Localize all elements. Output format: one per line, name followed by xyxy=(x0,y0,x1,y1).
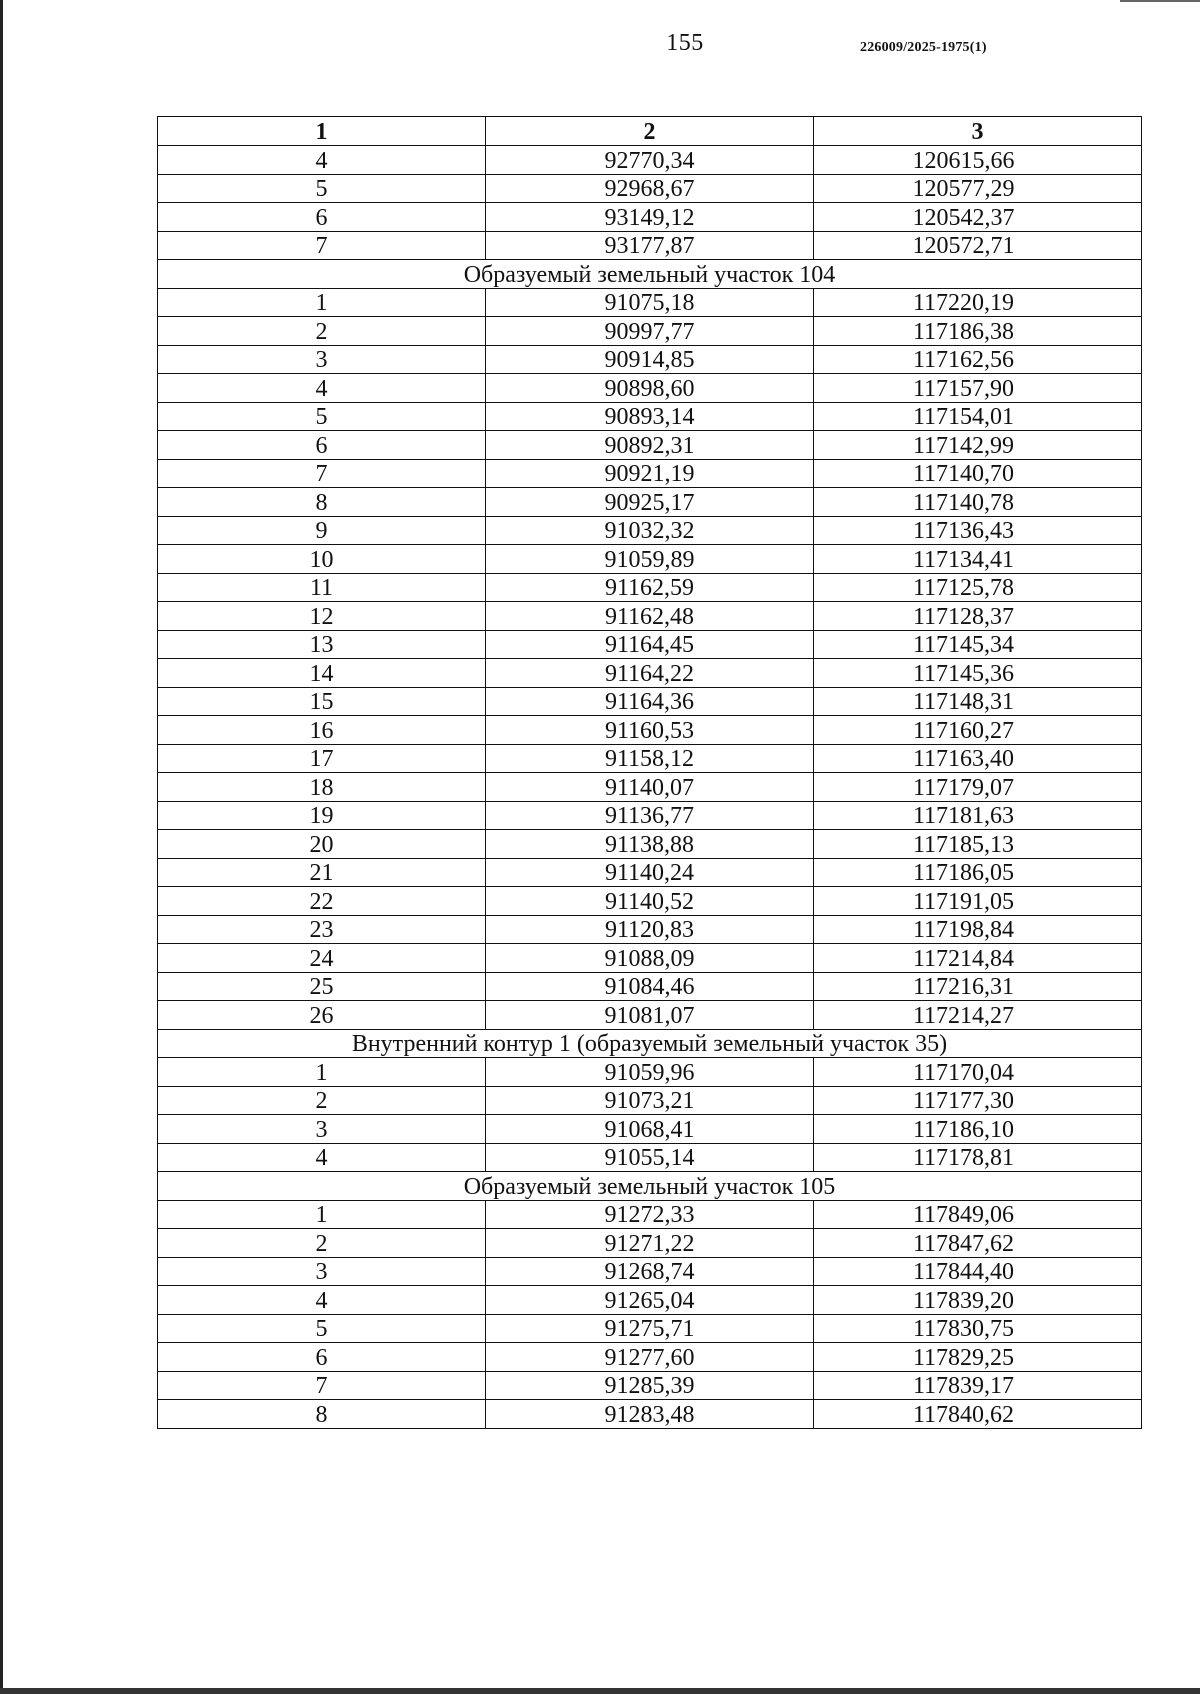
x-coordinate-cell: 91059,96 xyxy=(486,1058,814,1087)
point-number-cell: 9 xyxy=(158,516,486,545)
y-coordinate-cell: 120572,71 xyxy=(814,231,1142,260)
x-coordinate-cell: 91138,88 xyxy=(486,830,814,859)
x-coordinate-cell: 90997,77 xyxy=(486,317,814,346)
x-coordinate-cell: 91285,39 xyxy=(486,1371,814,1400)
y-coordinate-cell: 117839,17 xyxy=(814,1371,1142,1400)
y-coordinate-cell: 117170,04 xyxy=(814,1058,1142,1087)
section-title-row xyxy=(158,1029,1142,1058)
y-coordinate-cell: 117157,90 xyxy=(814,374,1142,403)
x-coordinate-cell: 92968,67 xyxy=(486,174,814,203)
point-number-cell: 6 xyxy=(158,1343,486,1372)
point-number-cell: 23 xyxy=(158,915,486,944)
x-coordinate-cell: 93177,87 xyxy=(486,231,814,260)
point-number-cell: 7 xyxy=(158,459,486,488)
y-coordinate-cell: 117162,56 xyxy=(814,345,1142,374)
table-row xyxy=(158,231,1142,260)
point-number-cell: 21 xyxy=(158,858,486,887)
y-coordinate-cell: 117179,07 xyxy=(814,773,1142,802)
x-coordinate-cell: 91059,89 xyxy=(486,545,814,574)
section-title: Образуемый земельный участок 104 xyxy=(158,260,1142,289)
document-code: 226009/2025-1975(1) xyxy=(860,40,987,55)
x-coordinate-cell: 90898,60 xyxy=(486,374,814,403)
point-number-cell: 16 xyxy=(158,716,486,745)
x-coordinate-cell: 90893,14 xyxy=(486,402,814,431)
x-coordinate-cell: 91081,07 xyxy=(486,1001,814,1030)
x-coordinate-cell: 91068,41 xyxy=(486,1115,814,1144)
table-row xyxy=(158,402,1142,431)
x-coordinate-cell: 93149,12 xyxy=(486,203,814,232)
point-number-cell: 13 xyxy=(158,630,486,659)
table-row xyxy=(158,1286,1142,1315)
x-coordinate-cell: 91162,59 xyxy=(486,573,814,602)
y-coordinate-cell: 117178,81 xyxy=(814,1143,1142,1172)
point-number-cell: 10 xyxy=(158,545,486,574)
point-number-cell: 3 xyxy=(158,1115,486,1144)
point-number-cell: 4 xyxy=(158,1286,486,1315)
table-row xyxy=(158,374,1142,403)
column-header-y: 3 xyxy=(814,117,1142,146)
y-coordinate-cell: 117140,70 xyxy=(814,459,1142,488)
y-coordinate-cell: 120542,37 xyxy=(814,203,1142,232)
point-number-cell: 7 xyxy=(158,1371,486,1400)
x-coordinate-cell: 91277,60 xyxy=(486,1343,814,1372)
y-coordinate-cell: 117128,37 xyxy=(814,602,1142,631)
table-row xyxy=(158,1400,1142,1429)
x-coordinate-cell: 91162,48 xyxy=(486,602,814,631)
table-row xyxy=(158,345,1142,374)
y-coordinate-cell: 117145,34 xyxy=(814,630,1142,659)
y-coordinate-cell: 117140,78 xyxy=(814,488,1142,517)
y-coordinate-cell: 117186,38 xyxy=(814,317,1142,346)
point-number-cell: 4 xyxy=(158,374,486,403)
section-title-row xyxy=(158,1172,1142,1201)
x-coordinate-cell: 91075,18 xyxy=(486,288,814,317)
y-coordinate-cell: 117220,19 xyxy=(814,288,1142,317)
y-coordinate-cell: 117145,36 xyxy=(814,659,1142,688)
table-row xyxy=(158,830,1142,859)
y-coordinate-cell: 117186,05 xyxy=(814,858,1142,887)
x-coordinate-cell: 91073,21 xyxy=(486,1086,814,1115)
x-coordinate-cell: 91164,22 xyxy=(486,659,814,688)
x-coordinate-cell: 91283,48 xyxy=(486,1400,814,1429)
y-coordinate-cell: 117185,13 xyxy=(814,830,1142,859)
point-number-cell: 18 xyxy=(158,773,486,802)
x-coordinate-cell: 91032,32 xyxy=(486,516,814,545)
x-coordinate-cell: 91160,53 xyxy=(486,716,814,745)
table-row xyxy=(158,944,1142,973)
point-number-cell: 19 xyxy=(158,801,486,830)
y-coordinate-cell: 117214,27 xyxy=(814,1001,1142,1030)
x-coordinate-cell: 91140,07 xyxy=(486,773,814,802)
table-row xyxy=(158,1143,1142,1172)
column-header-x: 2 xyxy=(486,117,814,146)
table-row xyxy=(158,1314,1142,1343)
point-number-cell: 3 xyxy=(158,1257,486,1286)
table-row xyxy=(158,1200,1142,1229)
section-title: Внутренний контур 1 (образуемый земельный участок 35) xyxy=(158,1029,1142,1058)
x-coordinate-cell: 91136,77 xyxy=(486,801,814,830)
y-coordinate-cell: 117198,84 xyxy=(814,915,1142,944)
y-coordinate-cell: 117154,01 xyxy=(814,402,1142,431)
point-number-cell: 24 xyxy=(158,944,486,973)
point-number-cell: 8 xyxy=(158,1400,486,1429)
point-number-cell: 25 xyxy=(158,972,486,1001)
x-coordinate-cell: 90914,85 xyxy=(486,345,814,374)
table-row xyxy=(158,744,1142,773)
table-row xyxy=(158,573,1142,602)
point-number-cell: 26 xyxy=(158,1001,486,1030)
table-row xyxy=(158,602,1142,631)
point-number-cell: 6 xyxy=(158,431,486,460)
y-coordinate-cell: 117840,62 xyxy=(814,1400,1142,1429)
y-coordinate-cell: 117177,30 xyxy=(814,1086,1142,1115)
point-number-cell: 5 xyxy=(158,174,486,203)
y-coordinate-cell: 120577,29 xyxy=(814,174,1142,203)
y-coordinate-cell: 117148,31 xyxy=(814,687,1142,716)
point-number-cell: 6 xyxy=(158,203,486,232)
table-row xyxy=(158,1058,1142,1087)
scan-corner-mark xyxy=(1120,0,1200,2)
x-coordinate-cell: 90892,31 xyxy=(486,431,814,460)
y-coordinate-cell: 117186,10 xyxy=(814,1115,1142,1144)
x-coordinate-cell: 91164,36 xyxy=(486,687,814,716)
table-row xyxy=(158,317,1142,346)
x-coordinate-cell: 92770,34 xyxy=(486,146,814,175)
x-coordinate-cell: 91265,04 xyxy=(486,1286,814,1315)
x-coordinate-cell: 91088,09 xyxy=(486,944,814,973)
table-row xyxy=(158,203,1142,232)
x-coordinate-cell: 91268,74 xyxy=(486,1257,814,1286)
y-coordinate-cell: 117849,06 xyxy=(814,1200,1142,1229)
table-row xyxy=(158,915,1142,944)
y-coordinate-cell: 117844,40 xyxy=(814,1257,1142,1286)
table-row xyxy=(158,1086,1142,1115)
header-row xyxy=(158,117,1142,146)
x-coordinate-cell: 90921,19 xyxy=(486,459,814,488)
point-number-cell: 1 xyxy=(158,1200,486,1229)
table-row xyxy=(158,1257,1142,1286)
y-coordinate-cell: 117163,40 xyxy=(814,744,1142,773)
point-number-cell: 1 xyxy=(158,288,486,317)
point-number-cell: 20 xyxy=(158,830,486,859)
point-number-cell: 5 xyxy=(158,402,486,431)
table-row xyxy=(158,716,1142,745)
y-coordinate-cell: 117181,63 xyxy=(814,801,1142,830)
y-coordinate-cell: 117134,41 xyxy=(814,545,1142,574)
table-header xyxy=(158,117,1142,146)
y-coordinate-cell: 120615,66 xyxy=(814,146,1142,175)
point-number-cell: 4 xyxy=(158,146,486,175)
table-row xyxy=(158,972,1142,1001)
table-row xyxy=(158,1229,1142,1258)
x-coordinate-cell: 91120,83 xyxy=(486,915,814,944)
table-row xyxy=(158,659,1142,688)
y-coordinate-cell: 117839,20 xyxy=(814,1286,1142,1315)
x-coordinate-cell: 91164,45 xyxy=(486,630,814,659)
y-coordinate-cell: 117125,78 xyxy=(814,573,1142,602)
point-number-cell: 14 xyxy=(158,659,486,688)
table-row xyxy=(158,887,1142,916)
y-coordinate-cell: 117829,25 xyxy=(814,1343,1142,1372)
table-row xyxy=(158,516,1142,545)
point-number-cell: 12 xyxy=(158,602,486,631)
table-row xyxy=(158,801,1142,830)
table-row xyxy=(158,1001,1142,1030)
point-number-cell: 8 xyxy=(158,488,486,517)
table-row xyxy=(158,1371,1142,1400)
point-number-cell: 4 xyxy=(158,1143,486,1172)
y-coordinate-cell: 117142,99 xyxy=(814,431,1142,460)
point-number-cell: 5 xyxy=(158,1314,486,1343)
point-number-cell: 7 xyxy=(158,231,486,260)
point-number-cell: 22 xyxy=(158,887,486,916)
x-coordinate-cell: 91140,24 xyxy=(486,858,814,887)
point-number-cell: 2 xyxy=(158,317,486,346)
column-header-point: 1 xyxy=(158,117,486,146)
page-number: 155 xyxy=(666,30,704,56)
table-row xyxy=(158,488,1142,517)
point-number-cell: 3 xyxy=(158,345,486,374)
table-row xyxy=(158,146,1142,175)
table-row xyxy=(158,288,1142,317)
table-row xyxy=(158,773,1142,802)
y-coordinate-cell: 117214,84 xyxy=(814,944,1142,973)
x-coordinate-cell: 91158,12 xyxy=(486,744,814,773)
scan-bottom-edge xyxy=(0,1688,1200,1694)
x-coordinate-cell: 91140,52 xyxy=(486,887,814,916)
scan-left-edge xyxy=(0,0,3,1694)
table-row xyxy=(158,1115,1142,1144)
y-coordinate-cell: 117136,43 xyxy=(814,516,1142,545)
table-row xyxy=(158,459,1142,488)
y-coordinate-cell: 117160,27 xyxy=(814,716,1142,745)
table-row xyxy=(158,858,1142,887)
y-coordinate-cell: 117830,75 xyxy=(814,1314,1142,1343)
table-row xyxy=(158,687,1142,716)
point-number-cell: 1 xyxy=(158,1058,486,1087)
x-coordinate-cell: 91272,33 xyxy=(486,1200,814,1229)
x-coordinate-cell: 91055,14 xyxy=(486,1143,814,1172)
table-row xyxy=(158,630,1142,659)
table-row xyxy=(158,431,1142,460)
point-number-cell: 15 xyxy=(158,687,486,716)
point-number-cell: 17 xyxy=(158,744,486,773)
table-body xyxy=(158,146,1142,1429)
table-row xyxy=(158,1343,1142,1372)
y-coordinate-cell: 117216,31 xyxy=(814,972,1142,1001)
x-coordinate-cell: 91275,71 xyxy=(486,1314,814,1343)
x-coordinate-cell: 91271,22 xyxy=(486,1229,814,1258)
x-coordinate-cell: 90925,17 xyxy=(486,488,814,517)
coordinates-table xyxy=(157,116,1142,1429)
x-coordinate-cell: 91084,46 xyxy=(486,972,814,1001)
section-title: Образуемый земельный участок 105 xyxy=(158,1172,1142,1201)
section-title-row xyxy=(158,260,1142,289)
table-row xyxy=(158,545,1142,574)
point-number-cell: 2 xyxy=(158,1229,486,1258)
point-number-cell: 2 xyxy=(158,1086,486,1115)
y-coordinate-cell: 117847,62 xyxy=(814,1229,1142,1258)
table-row xyxy=(158,174,1142,203)
y-coordinate-cell: 117191,05 xyxy=(814,887,1142,916)
point-number-cell: 11 xyxy=(158,573,486,602)
